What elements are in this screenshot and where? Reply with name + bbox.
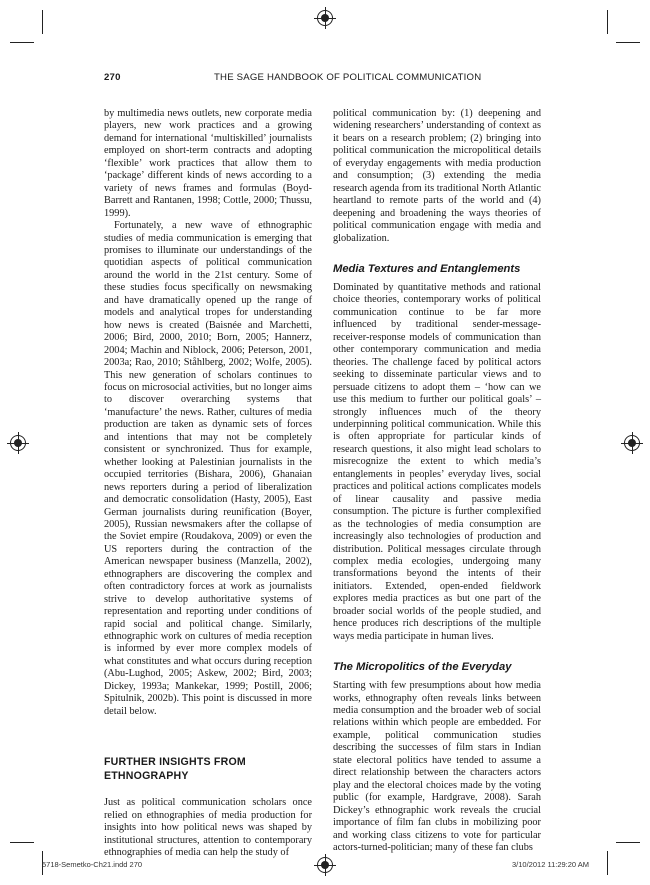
section-heading-line: FURTHER INSIGHTS FROM: [104, 756, 246, 769]
body-paragraph: Starting with few presumptions about how media works, ethnography often reveals links between media consumption and the broader web of social relations within which people are embedded. For example, political communication studies describing the successes of film stars in Indian state electoral politics have tended to assume a direct relationship between the characters actors play and the electoral choices made by the voting public (for example, Hardgrave, 2008). Sarah Dickey’s ethnographic work reveals the crucial importance of film fan clubs in mobilizing poor and working class citizens to vote for particular actors-turned-politician; many of these fan clubs: [333, 680, 541, 854]
body-paragraph: Dominated by quantitative methods and rational choice theories, contemporary works of political communication continue to be far more influenced by traditional sender-message-receiver-response models of communication than other contemporary communication and media theories. The challenge faced by political actors seeking to disseminate particular views and to persuade citizens to adopt them – ‘how can we use this medium to further our political goals’ – strongly influences much of the theory underpinning political communication. While this is often appropriate for particular kinds of research questions, it also might lead scholars to misrecognize the extent to which media’s entanglements in peoples’ everyday lives, social practices and political actions complicates models of linear causality and passive media consumption. The picture is further complexified as the technologies of media consumption are increasingly also technologies of production and distribution. Political messages circulate through complex media ecologies, undergoing many transformations beyond the intents of their initiators. Extended, open-ended fieldwork explores media practices as but one part of the broader social worlds of the people studied, and hence produces rich descriptions of the multiple ways media participate in human lives.: [333, 281, 541, 642]
footer-timestamp: 3/10/2012 11:29:20 AM: [512, 860, 590, 869]
crop-mark: [607, 851, 608, 875]
section-heading-line: ETHNOGRAPHY: [104, 770, 189, 783]
footer-file-name: 5718-Semetko-Ch21.indd 270: [42, 860, 143, 869]
crop-mark: [616, 42, 640, 43]
crop-mark: [10, 42, 34, 43]
body-paragraph: Fortunately, a new wave of ethnographic studies of media communication is emerging that promises to illuminate our understandings of the quotidian aspects of political communication around the world in the 21st century. Some of these studies focus specifically on newsmaking and have dramatically opened up the range of models and analytical tropes for understanding how news is created (Baisnée and Marchetti, 2006; Bird, 2000, 2010; Born, 2005; Hannerz, 2004; Machin and Niblock, 2006; Peterson, 2001, 2003a; Rao, 2010; Ståhlberg, 2002; Wolfe, 2005). This new generation of scholars continues to focus on microsocial activities, but no longer aims to discover overarching systems that ‘manufacture’ the news. Rather, cultures of media production are taken as dynamic sets of forces and intentions that may not be completely consistent or synchronized. Thus for example, whether looking at Palestinian journalists in the occupied territories (Bishara, 2006), Ghanaian news reporters during a period of liberalization and democratic consolidation (Hasty, 2005), East German journalists during reunification (Boyer, 2005), Russian newsmakers after the collapse of the Soviet empire (Roudakova, 2009) or even the US reporters during the contraction of the American newspaper business (Manzella, 2002), ethnographers are discovering the complex and often contradictory forces at work as journalists strive to develop authoritative systems of representation and reporting under conditions of rapid social and political change. Similarly, ethnographic work on cultures of media reception is informed by ever more complex models of what constitutes and what occurs during reception (Abu-Lughod, 2005; Askew, 2002; Bird, 2003; Dickey, 1993a; Mankekar, 1999; Postill, 2006; Spitulnik, 2002b). This point is discussed in more detail below.: [104, 220, 312, 717]
body-paragraph: Just as political communication scholars once relied on ethnographies of media production for insights into how political news was shaped by institutional structures, attention to contemporary ethnographies of media can help the study of: [104, 797, 312, 859]
left-column: [104, 108, 312, 859]
registration-mark-icon: [10, 435, 26, 451]
page-number: 270: [104, 72, 121, 83]
journal-title: THE SAGE HANDBOOK OF POLITICAL COMMUNICATION: [214, 72, 482, 83]
running-head: [104, 72, 554, 86]
right-column: [333, 108, 541, 854]
crop-mark: [616, 842, 640, 843]
registration-mark-icon: [317, 857, 333, 873]
body-paragraph: by multimedia news outlets, new corporate media players, new work practices and a growing demand for international ‘multiskilled’ journalists employed on short-term contracts and adopting ‘flexible’ work practices that allow them to ‘package’ different kinds of news according to a variety of news frames and formulas (Boyd-Barrett and Rantanen, 1998; Cottle, 2000; Thussu, 1999).: [104, 108, 312, 219]
body-paragraph: political communication by: (1) deepening and widening researchers’ understanding of context as it bears on a research problem; (2) bringing into political communication the micropolitical details of everyday engagements with media production and consumption; (3) extending the media research agenda from its traditional North Atlantic heartland to remote parts of the world and (4) deepening and broadening the ways theories of political communication engage with media and globalization.: [333, 108, 541, 244]
registration-mark-icon: [317, 10, 333, 26]
crop-mark: [10, 842, 34, 843]
section-heading: [104, 755, 312, 783]
registration-mark-icon: [624, 435, 640, 451]
crop-mark: [607, 10, 608, 34]
subsection-heading: Media Textures and Entanglements: [333, 262, 521, 275]
crop-mark: [42, 10, 43, 34]
subsection-heading: The Micropolitics of the Everyday: [333, 661, 512, 674]
